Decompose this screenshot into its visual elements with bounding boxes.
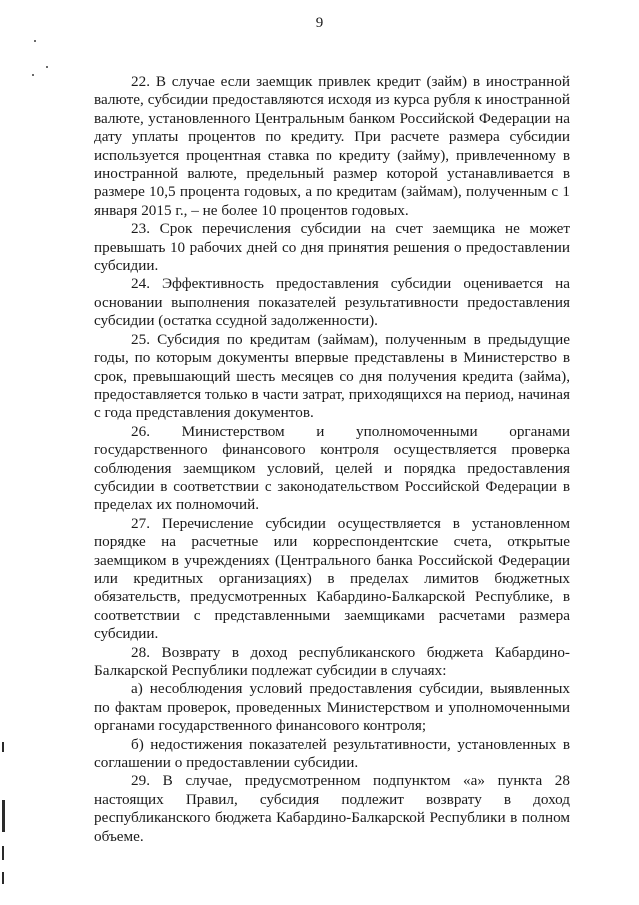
paragraph-23: 23. Срок перечисления субсидии на счет заемщика не может превышать 10 рабочих дней со дня принятия решения о предоставлении субсидии. [94,220,570,275]
paragraph-22: 22. В случае если заемщик привлек кредит (займ) в иностранной валюте, субсидии предоставляются исходя из курса рубля к иностранной валюте, установленного Центральным банком Российской Федерации на дату уплаты процентов по кредиту. При расчете размера субсидии используется процентная ставка по кредиту (займу), привлеченному в иностранной валюте, предельный размер которой устанавливается в размере 10,5 процента годовых, а по кредитам (займам), полученным с 1 января 2015 г., – не более 10 процентов годовых. [94,73,570,219]
paragraph-24: 24. Эффективность предоставления субсидии оценивается на основании выполнения показателей результативности предоставления субсидии (остатка ссудной задолженности). [94,275,570,330]
page-number: 9 [315,15,324,31]
paragraph-28-item-a: а) несоблюдения условий предоставления субсидии, выявленных по фактам проверок, проведенных Министерством и уполномоченными органами государственного финансового контроля; [94,680,570,735]
paragraph-26: 26. Министерством и уполномоченными органами государственного финансового контроля осуществляется проверка соблюдения заемщиком условий, целей и порядка предоставления субсидии в соответствии с законодательством Российской Федерации в пределах их полномочий. [94,422,570,514]
paragraph-25: 25. Субсидия по кредитам (займам), полученным в предыдущие годы, по которым документы впервые представлены в Министерство в срок, превышающий шесть месяцев со дня получения кредита (займа), предоставляется только в части затрат, приходящихся на период, начиная с года представления документов. [94,330,570,422]
scan-edge-mark [2,742,4,752]
paragraph-29: 29. В случае, предусмотренном подпунктом «а» пункта 28 настоящих Правил, субсидия подлежит возврату в доход республиканского бюджета Кабардино-Балкарской Республики в полном объеме. [94,772,570,845]
scan-edge-mark [2,872,4,884]
scan-edge-mark [2,800,5,832]
scan-speck [46,66,48,68]
document-body [94,73,570,846]
scan-edge-mark [2,846,4,860]
scan-speck [32,74,34,76]
paragraph-27: 27. Перечисление субсидии осуществляется в установленном порядке на расчетные или корреспондентские счета, открытые заемщиком в учреждениях (Центрального банка Российской Федерации или кредитных организациях) в пределах лимитов бюджетных обязательств, предусмотренных Кабардино-Балкарской Республике, в соответствии с представленными заемщиками расчетами размера субсидии. [94,514,570,643]
scan-speck [34,40,36,42]
paragraph-28: 28. Возврату в доход республиканского бюджета Кабардино-Балкарской Республики подлежат субсидии в случаях: [94,643,570,679]
paragraph-28-item-b: б) недостижения показателей результативности, установленных в соглашении о предоставлении субсидии. [94,735,570,772]
